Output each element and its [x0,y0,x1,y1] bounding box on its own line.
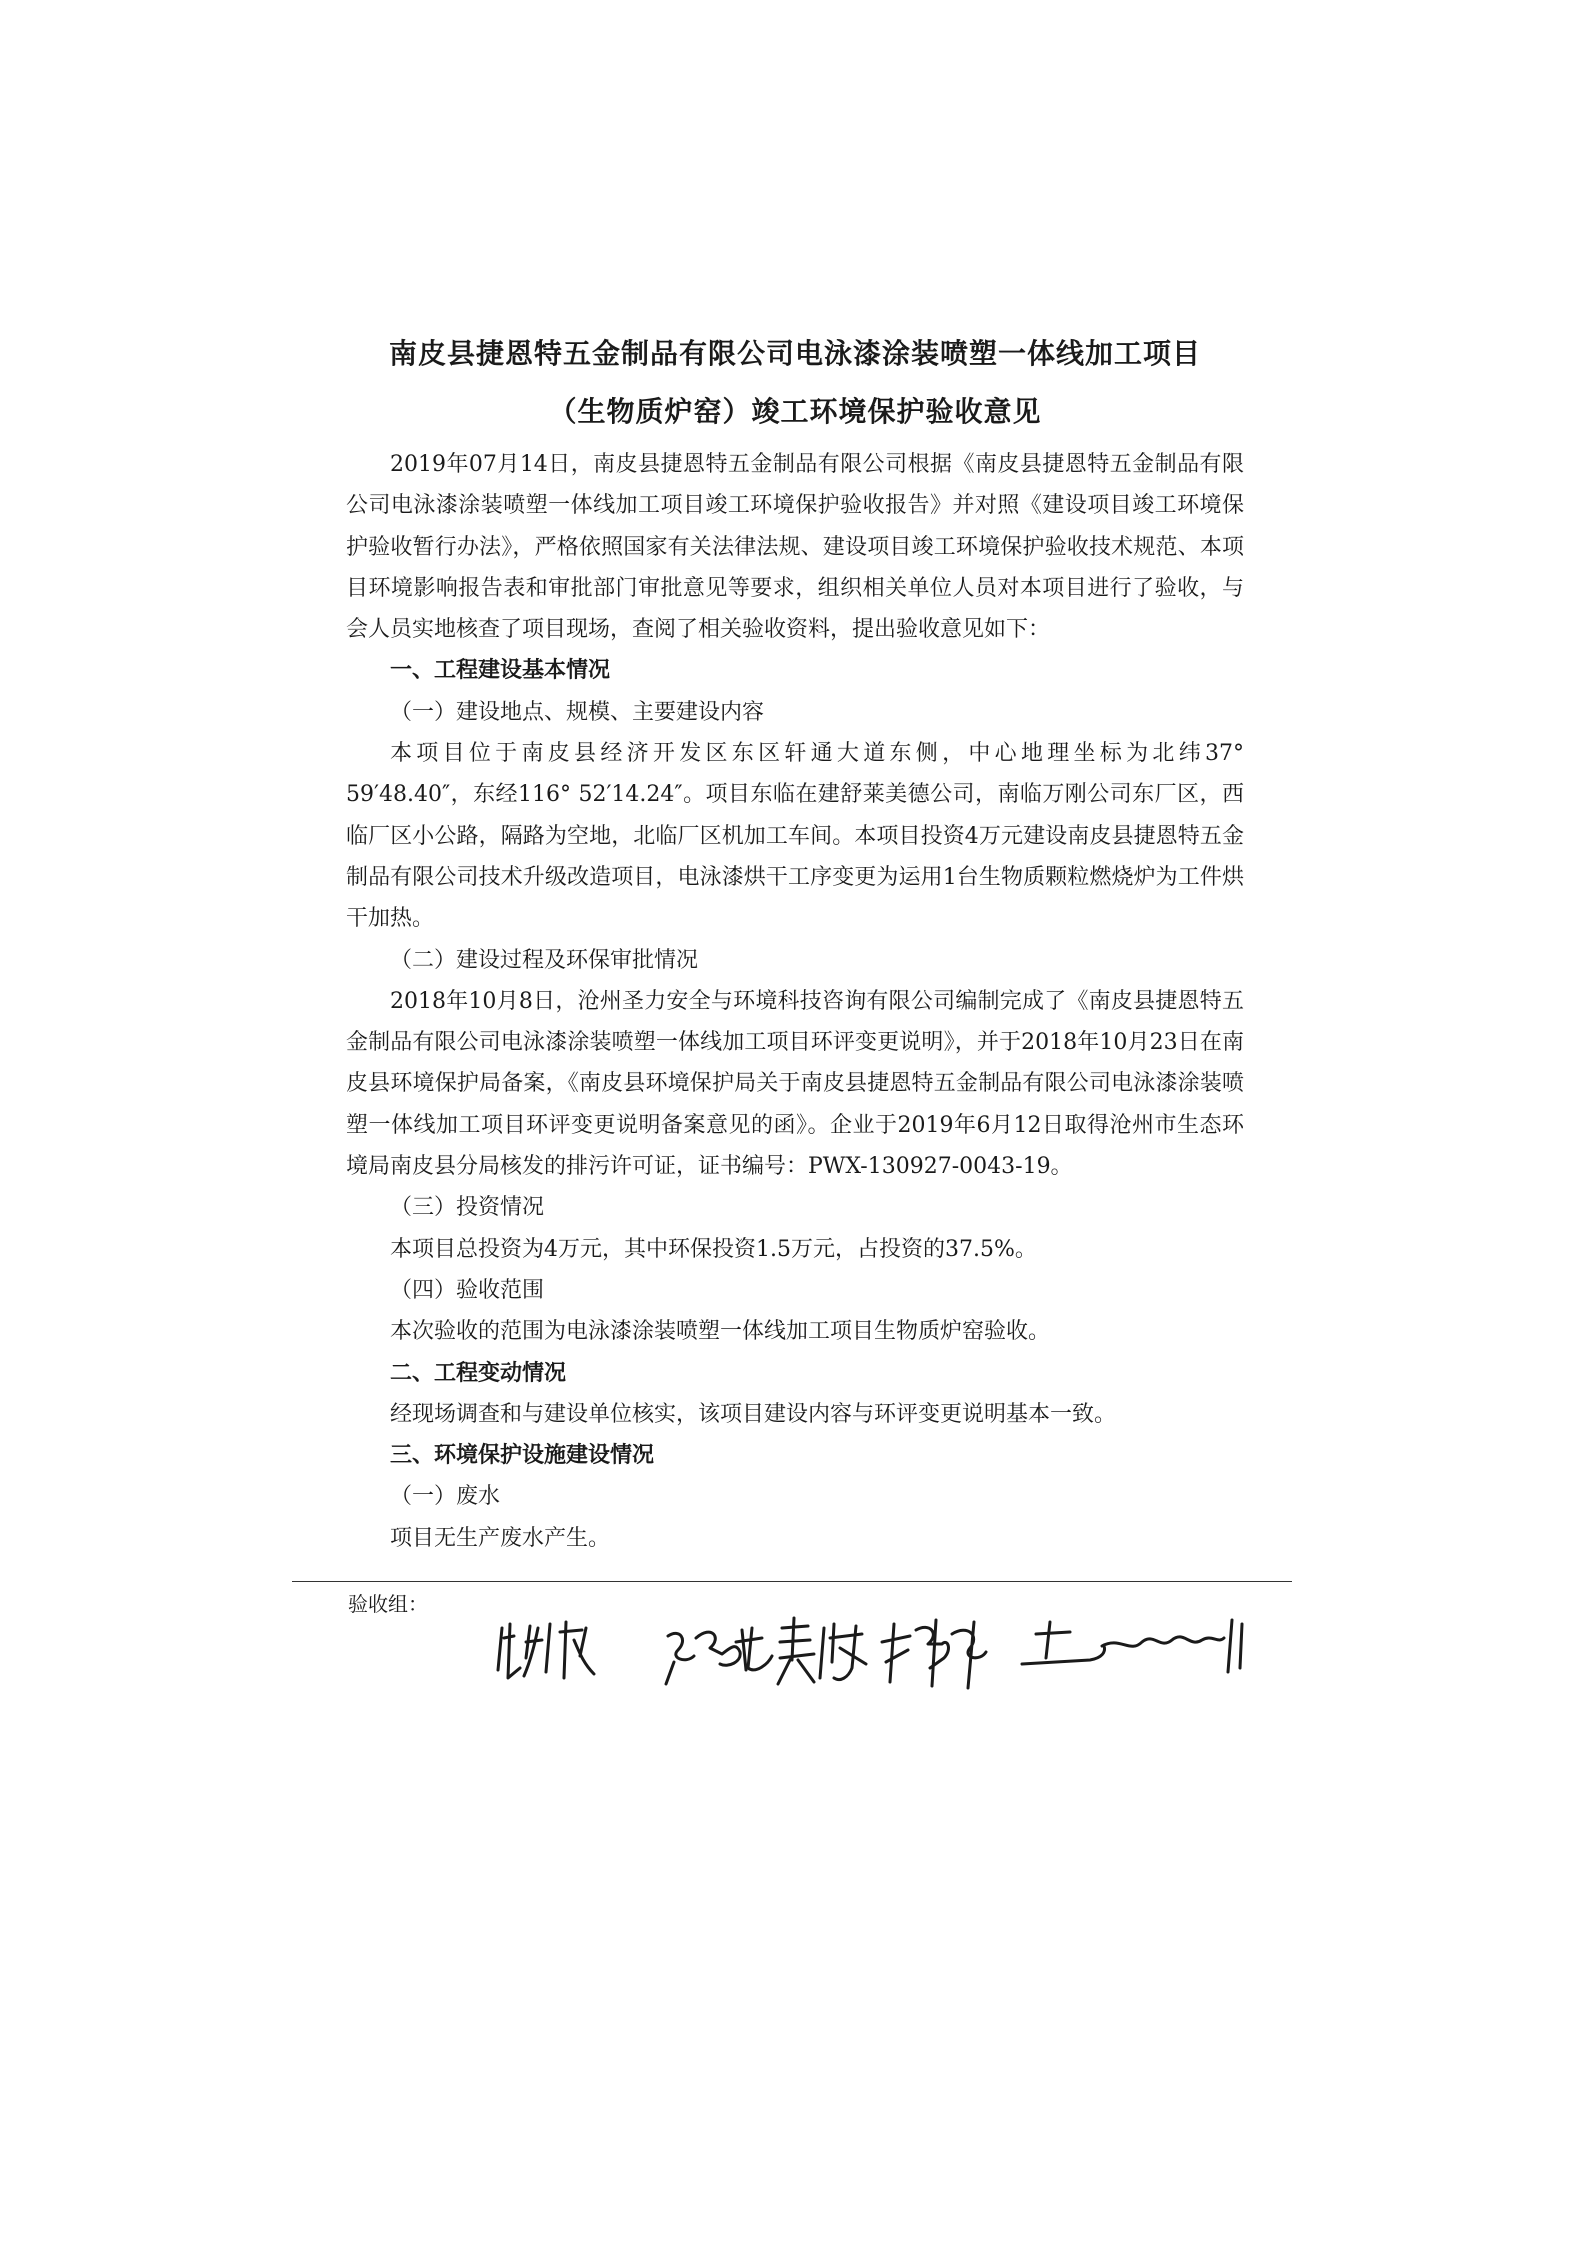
document-title-line1: 南皮县捷恩特五金制品有限公司电泳漆涂装喷塑一体线加工项目 [388,337,1201,370]
section1-sub4-heading: （四）验收范围 [390,1277,545,1303]
section2-text: 经现场调查和与建设单位核实，该项目建设内容与环评变更说明基本一致。 [390,1401,1117,1427]
section1-sub4-text: 本次验收的范围为电泳漆涂装喷塑一体线加工项目生物质炉窑验收。 [390,1319,1051,1345]
section1-sub2-text: 2018年10月8日，沧州圣力安全与环境科技咨询有限公司编制完成了《南皮县捷恩特五金制品有限公司电泳漆涂装喷塑一体线加工项目环评变更说明》，并于2018年10月23日在南皮县环境保护局备案，《南皮县环境保护局关于南皮县捷恩特五金制品有限公司电泳漆涂装喷塑一体线加工项目环评变更说明备案意见的函》。企业于2019年6月12日取得沧州市生态环境局南皮县分局核发的排污许可证，证书编号：PWX-130927-0043-19。 [346,988,1244,1180]
signature-4 [882,1620,986,1688]
section1-heading: 一、工程建设基本情况 [390,657,611,684]
section1-sub3-heading: （三）投资情况 [390,1195,545,1221]
section1-sub3-text: 本项目总投资为4万元，其中环保投资1.5万元，占投资的37.5%。 [390,1236,1037,1262]
signature-5 [1022,1620,1242,1672]
section2-heading: 二、工程变动情况 [390,1359,567,1386]
signature-3 [778,1618,866,1684]
handwritten-signatures [490,1598,1270,1708]
section3-heading: 三、环境保护设施建设情况 [390,1442,655,1469]
document-title-line2: （生物质炉窑）竣工环境保护验收意见 [548,395,1042,428]
document-body [346,444,1244,1559]
signature-label: 验收组： [348,1592,428,1616]
signature-1 [498,1622,594,1678]
section1-sub1-heading: （一）建设地点、规模、主要建设内容 [390,699,765,725]
section1-sub1-text: 本项目位于南皮县经济开发区东区轩通大道东侧，中心地理坐标为北纬37° 59′48.40″，东经116° 52′14.24″。项目东临在建舒莱美德公司，南临万刚公司东厂区，西临厂区小公路，隔路为空地，北临厂区机加工车间。本项目投资4万元建设南皮县捷恩特五金制品有限公司技术升级改造项目，电泳漆烘干工序变更为运用1台生物质颗粒燃烧炉为工件烘干加热。 [346,741,1244,932]
section3-sub1-heading: （一）废水 [390,1484,501,1510]
signature-2 [666,1628,772,1684]
section3-sub1-text: 项目无生产废水产生。 [390,1525,611,1551]
section1-sub2-heading: （二）建设过程及环保审批情况 [390,947,699,973]
signature-separator-line [292,1581,1292,1582]
intro-paragraph: 2019年07月14日，南皮县捷恩特五金制品有限公司根据《南皮县捷恩特五金制品有限公司电泳漆涂装喷塑一体线加工项目竣工环境保护验收报告》并对照《建设项目竣工环境保护验收暂行办法》，严格依照国家有关法律法规、建设项目竣工环境保护验收技术规范、本项目环境影响报告表和审批部门审批意见等要求，组织相关单位人员对本项目进行了验收，与会人员实地核查了项目现场，查阅了相关验收资料，提出验收意见如下： [346,452,1244,643]
